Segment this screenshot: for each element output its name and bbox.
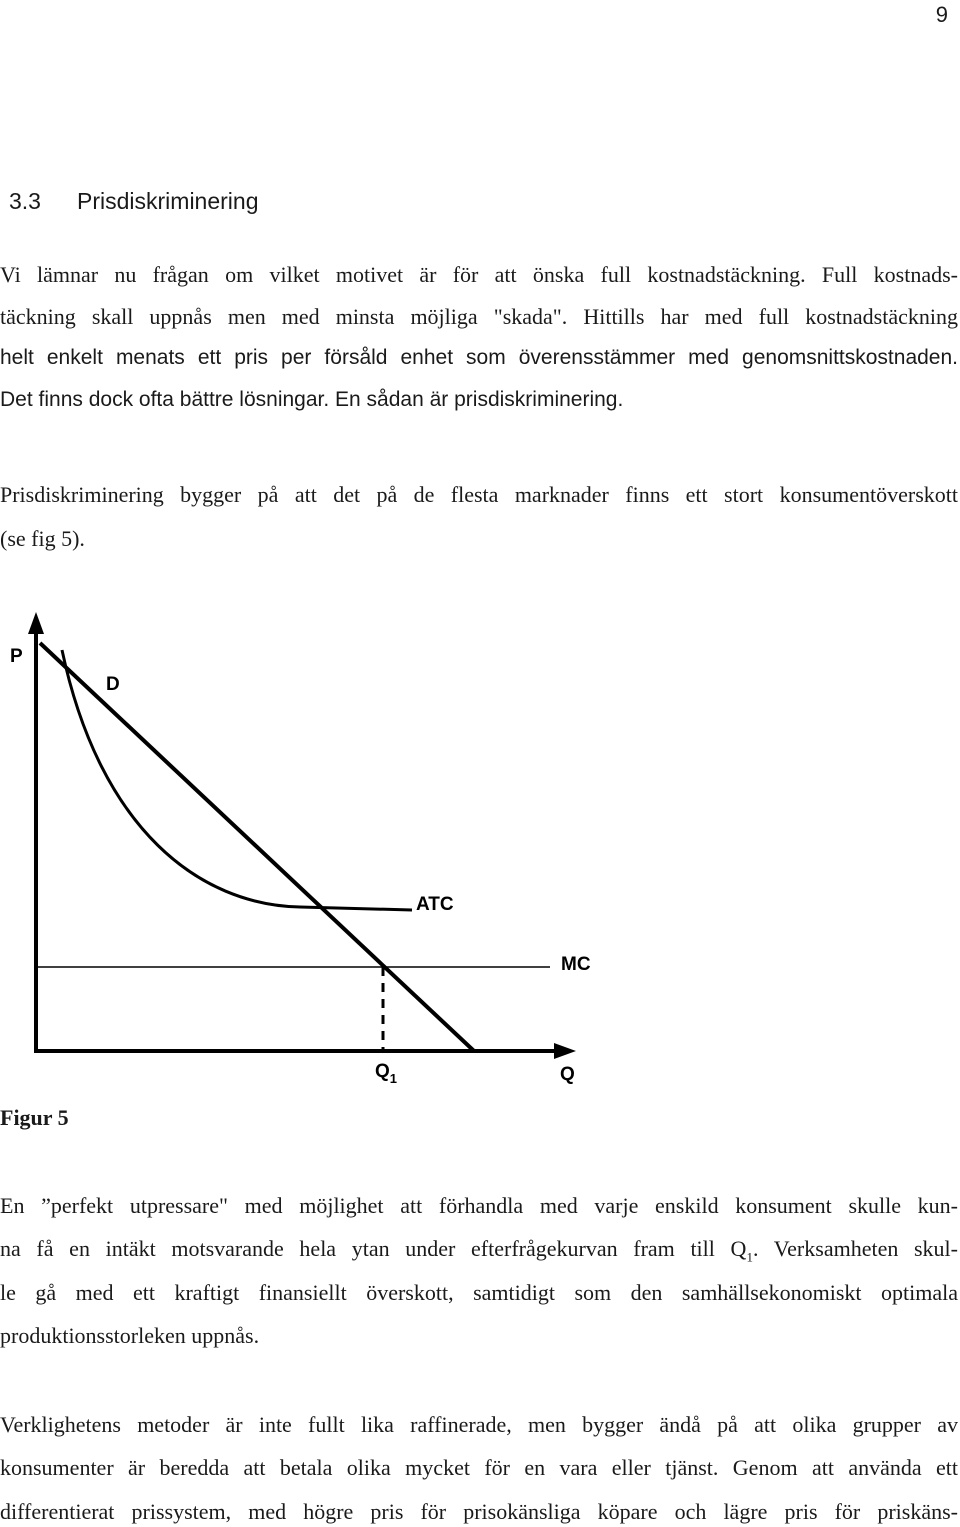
text-line: Verklighetens metoder är inte fullt lika raffinerade, men bygger ändå på att olika grupper av: [0, 1412, 958, 1437]
text-line: na få en intäkt motsvarande hela ytan under efterfrågekurvan fram till $Q_1$. Verksamheten skul-: [0, 1236, 958, 1265]
section-heading: [9, 188, 258, 215]
figure-5-diagram: [0, 600, 620, 1095]
text-line: differentierat prissystem, med högre pris för prisokänsliga köpare och lägre pris för priskäns-: [0, 1499, 958, 1524]
mc-label: MC: [561, 954, 591, 975]
page-number: 9: [935, 2, 948, 27]
text-line: le gå med ett kraftigt finansiellt överskott, samtidigt som den samhällsekonomiskt optimala: [0, 1280, 958, 1305]
text-line: Vi lämnar nu frågan om vilket motivet är för att önska full kostnadstäckning. Full kostnads-: [0, 262, 958, 287]
text-line: Det finns dock ofta bättre lösningar. En sådan är prisdiskriminering.: [0, 388, 624, 411]
section-number: 3.3: [9, 188, 41, 214]
p-axis-arrowhead: [28, 612, 44, 634]
q1-label: $Q_1$: [375, 1061, 398, 1086]
text-line: helt enkelt menats ett pris per försåld enhet som överensstämmer med genomsnittskostnaden.: [0, 346, 958, 369]
text-line: täckning skall uppnås men med minsta möjliga "skada". Hittills har med full kostnadstäckning: [0, 304, 958, 329]
text-line: En ”perfekt utpressare" med möjlighet att förhandla med varje enskild konsument skulle kun-: [0, 1193, 958, 1218]
text-line: (se fig 5).: [0, 526, 85, 551]
section-title: Prisdiskriminering: [77, 188, 259, 214]
demand-label: D: [106, 674, 120, 695]
atc-label: ATC: [416, 894, 454, 915]
p-axis-label: P: [10, 646, 23, 667]
q-axis-label: Q: [560, 1064, 575, 1085]
text-line: produktionsstorleken uppnås.: [0, 1323, 260, 1348]
figure-caption: Figur 5: [0, 1105, 69, 1130]
demand-curve: [40, 643, 474, 1051]
text-line: Prisdiskriminering bygger på att det på de flesta marknader finns ett stort konsumentöverskott: [0, 482, 958, 507]
text-line: konsumenter är beredda att betala olika mycket för en vara eller tjänst. Genom att använda ett: [0, 1455, 958, 1480]
q-axis-arrowhead: [554, 1043, 576, 1059]
